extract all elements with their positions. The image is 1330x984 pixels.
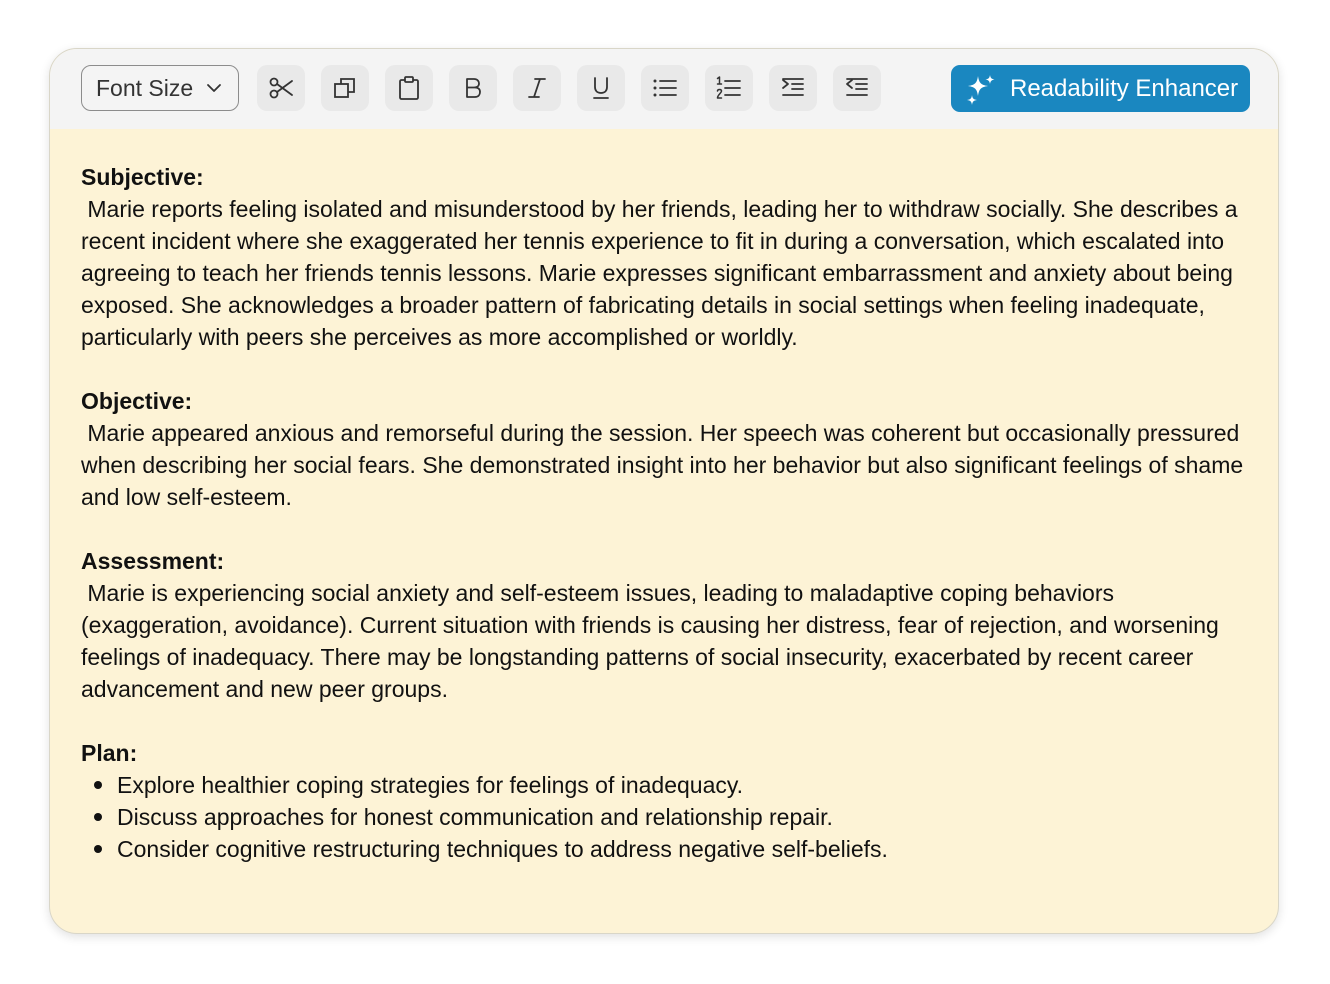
readability-enhancer-button[interactable] xyxy=(951,65,1250,112)
copy-icon xyxy=(331,74,359,102)
list-item: Explore healthier coping strategies for feelings of inadequacy. xyxy=(81,769,1261,801)
subjective-text: Marie reports feeling isolated and misunderstood by her friends, leading her to withdraw socially. She describes a recent incident where she exaggerated her tennis experience to fit in during a conversation, which escalated into agreeing to teach her friends tennis lessons. Marie expresses significant embarrassment and anxiety about being exposed. She acknowledges a broader pattern of fabricating details in social settings when feeling inadequate, particularly with peers she perceives as more accomplished or worldly. xyxy=(81,196,1244,350)
editor-toolbar xyxy=(50,49,1278,129)
cut-button[interactable] xyxy=(257,65,305,111)
outdent-button[interactable] xyxy=(833,65,881,111)
copy-button[interactable] xyxy=(321,65,369,111)
cut-icon xyxy=(267,74,295,102)
font-size-label: Font Size xyxy=(96,74,194,101)
underline-icon xyxy=(587,74,615,102)
outdent-icon xyxy=(843,74,871,102)
bold-icon xyxy=(459,74,487,102)
numbered-list-icon xyxy=(715,74,743,102)
indent-button[interactable] xyxy=(769,65,817,111)
subjective-section xyxy=(81,161,1261,353)
objective-section xyxy=(81,385,1261,513)
note-editor xyxy=(49,48,1279,934)
assessment-section xyxy=(81,545,1261,705)
font-size-dropdown[interactable] xyxy=(81,65,239,111)
italic-icon xyxy=(523,74,551,102)
paste-icon xyxy=(395,74,423,102)
readability-enhancer-label: Readability Enhancer xyxy=(1010,74,1239,102)
chevron-down-icon xyxy=(206,80,222,96)
assessment-heading: Assessment: xyxy=(81,548,225,574)
subjective-heading: Subjective: xyxy=(81,164,204,190)
paste-button[interactable] xyxy=(385,65,433,111)
objective-text: Marie appeared anxious and remorseful during the session. Her speech was coherent but occasionally pressured when describing her social fears. She demonstrated insight into her behavior but also significant feelings of shame and low self-esteem. xyxy=(81,420,1250,510)
list-item: Discuss approaches for honest communication and relationship repair. xyxy=(81,801,1261,833)
bold-button[interactable] xyxy=(449,65,497,111)
numbered-list-button[interactable] xyxy=(705,65,753,111)
bullet-list-icon xyxy=(651,74,679,102)
sparkles-icon xyxy=(964,72,998,106)
objective-heading: Objective: xyxy=(81,388,193,414)
note-body[interactable] xyxy=(81,161,1261,897)
bullet-list-button[interactable] xyxy=(641,65,689,111)
assessment-text: Marie is experiencing social anxiety and self-esteem issues, leading to maladaptive coping behaviors (exaggeration, avoidance). Current situation with friends is causing her distress, fear of rejection, and worsening feelings of inadequacy. There may be longstanding patterns of social insecurity, exacerbated by recent career advancement and new peer groups. xyxy=(81,580,1226,702)
list-item: Consider cognitive restructuring techniques to address negative self-beliefs. xyxy=(81,833,1261,865)
italic-button[interactable] xyxy=(513,65,561,111)
indent-icon xyxy=(779,74,807,102)
underline-button[interactable] xyxy=(577,65,625,111)
plan-list xyxy=(81,769,1261,865)
plan-heading: Plan: xyxy=(81,740,138,766)
plan-section xyxy=(81,737,1261,865)
